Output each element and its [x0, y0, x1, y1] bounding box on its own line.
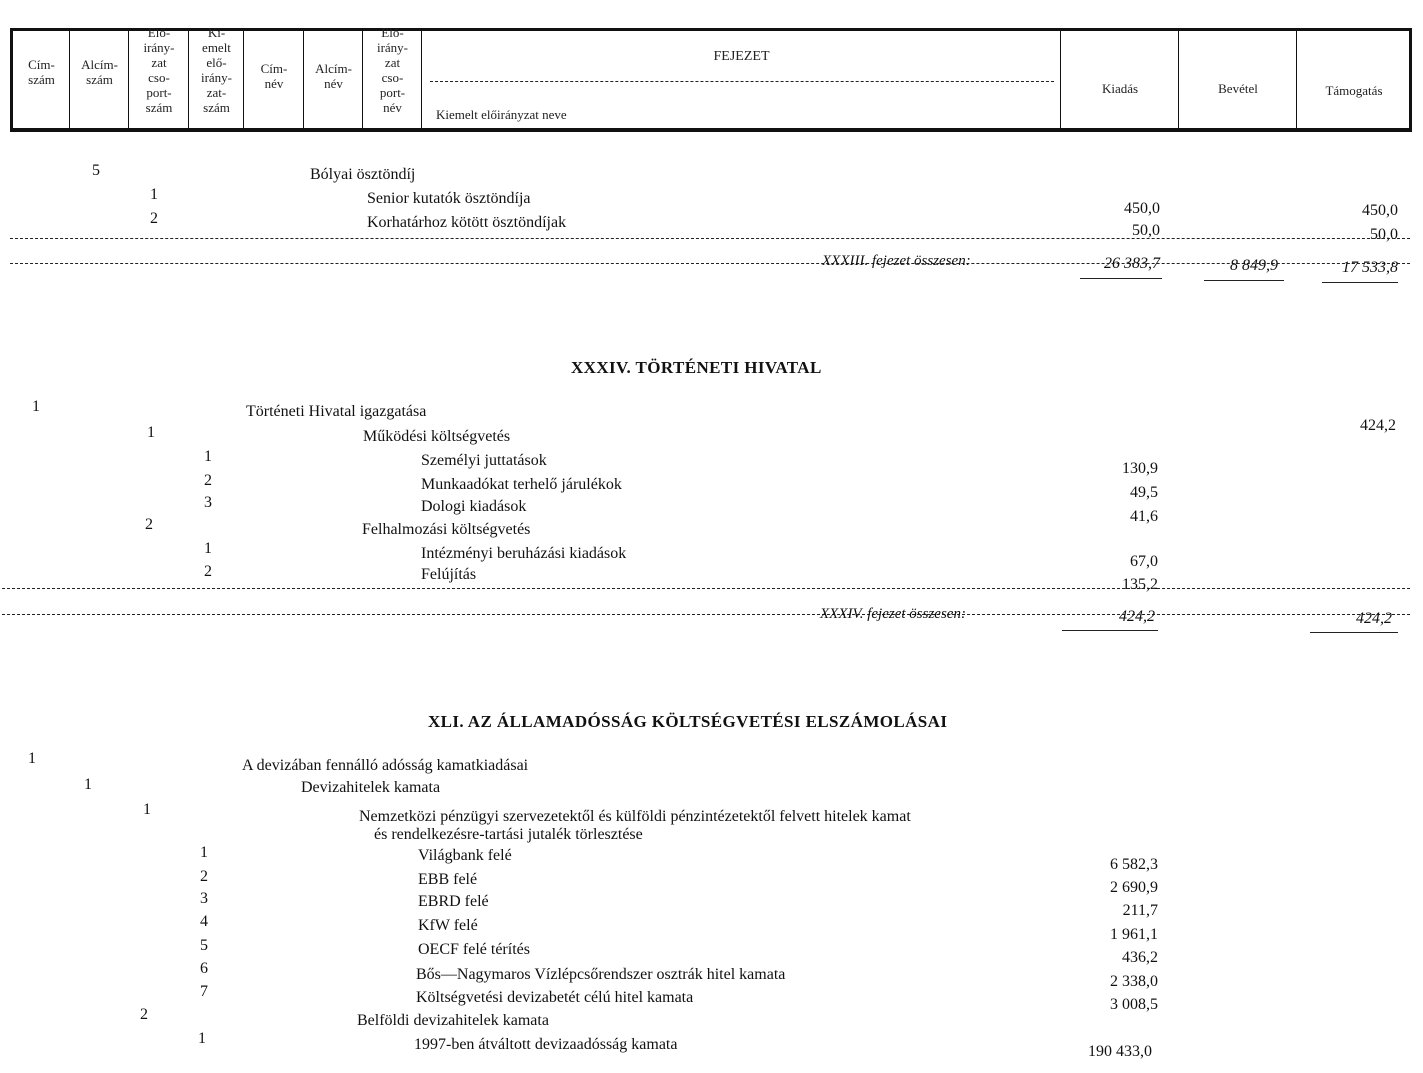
fejezet-label: FEJEZET: [713, 49, 770, 64]
row-label: A devizában fennálló adósság kamatkiadásai: [242, 757, 529, 774]
section-divider: [10, 238, 1410, 239]
col-kiemeltszam-label: Ki- emelt elő- irány- zat- szám: [200, 25, 233, 115]
row-number: 2: [204, 472, 212, 489]
total-kiadas: 424,2: [1119, 608, 1155, 625]
col-csoportnev-label: Elő- irány- zat cso- port- név: [376, 25, 409, 115]
total-label: XXXIV. fejezet összesen:: [820, 606, 966, 622]
total-kiadas: 26 383,7: [1104, 255, 1160, 272]
row-kiadas: 49,5: [1130, 484, 1158, 501]
total-underline: [1204, 280, 1284, 281]
col-alcimnev-label: Alcím- név: [315, 61, 352, 91]
row-kiadas: 41,6: [1130, 508, 1158, 525]
row-label: EBB felé: [418, 871, 478, 888]
row-label: Felújítás: [421, 566, 477, 583]
col-cimnev-label: Cím- név: [260, 61, 288, 91]
total-tamogatas: 424,2: [1356, 610, 1392, 627]
row-kiadas: 6 582,3: [1110, 856, 1158, 873]
row-label-continued: és rendelkezésre-tartási jutalék törlesztése: [374, 826, 643, 843]
row-number: 1: [150, 186, 158, 203]
col-tamogatas: [1297, 31, 1411, 128]
row-kiadas: 2 690,9: [1110, 879, 1158, 896]
row-number: 2: [140, 1006, 148, 1023]
row-number: 3: [204, 494, 212, 511]
row-number: 4: [200, 913, 208, 930]
row-kiadas: 67,0: [1130, 553, 1158, 570]
row-kiadas: 130,9: [1122, 460, 1158, 477]
col-csoportszam-label: Elő- irány- zat cso- port- szám: [143, 25, 175, 115]
row-label: Korhatárhoz kötött ösztöndíjak: [367, 214, 567, 231]
row-label: Devizahitelek kamata: [301, 779, 441, 796]
row-number: 2: [204, 563, 212, 580]
col-kiadas-label: Kiadás: [1101, 81, 1139, 96]
row-number: 1: [84, 776, 92, 793]
row-kiadas: 135,2: [1122, 576, 1158, 593]
col-alcimnev: [304, 31, 363, 128]
row-kiadas: 436,2: [1122, 949, 1158, 966]
total-underline: [1062, 630, 1158, 631]
row-label: Intézményi beruházási kiadások: [421, 545, 627, 562]
row-number: 3: [200, 890, 208, 907]
row-number: 2: [150, 210, 158, 227]
col-alcimszam: [70, 31, 129, 128]
col-cimszam-label: Cím- szám: [28, 57, 55, 87]
total-underline: [1080, 278, 1162, 279]
total-underline: [1310, 632, 1398, 633]
row-label: Bólyai ösztöndíj: [310, 166, 416, 183]
row-kiadas: 3 008,5: [1110, 996, 1158, 1013]
col-csoportnev: [363, 25, 422, 128]
row-tamogatas: 50,0: [1370, 226, 1398, 243]
kiemelt-nev-label: Kiemelt előirányzat neve: [436, 107, 567, 122]
total-underline: [1322, 282, 1398, 283]
col-kiadas: [1061, 31, 1179, 128]
row-number: 1: [28, 750, 36, 767]
row-number: 1: [143, 801, 151, 818]
row-label: 1997-ben átváltott devizaadósság kamata: [414, 1036, 678, 1053]
row-label: Működési költségvetés: [363, 428, 511, 445]
section-divider: [10, 263, 1410, 264]
row-label: Dologi kiadások: [421, 498, 527, 515]
fejezet-divider: [430, 81, 1054, 82]
row-number: 5: [92, 162, 100, 179]
col-fejezet: [422, 31, 1061, 128]
col-cimnev: [244, 31, 304, 128]
row-label: Költségvetési devizabetét célú hitel kamata: [416, 989, 694, 1006]
col-csoportszam: [129, 25, 189, 128]
row-label: Bős—Nagymaros Vízlépcsőrendszer osztrák hitel kamata: [416, 966, 786, 983]
row-number: 1: [204, 540, 212, 557]
row-number: 2: [200, 868, 208, 885]
row-kiadas: 2 338,0: [1110, 973, 1158, 990]
row-label: Senior kutatók ösztöndíja: [367, 190, 531, 207]
row-number: 1: [32, 398, 40, 415]
row-label: Felhalmozási költségvetés: [362, 521, 531, 538]
row-number: 1: [204, 448, 212, 465]
section-divider: [2, 614, 1410, 615]
column-header-table: [10, 25, 1412, 132]
row-number: 1: [147, 424, 155, 441]
row-number: 1: [198, 1030, 206, 1047]
row-label: OECF felé térítés: [418, 941, 530, 958]
row-label: Személyi juttatások: [421, 452, 547, 469]
section-title: XXXIV. TÖRTÉNETI HIVATAL: [571, 358, 822, 377]
row-kiadas: 190 433,0: [1088, 1043, 1152, 1060]
row-label: Munkaadókat terhelő járulékok: [421, 476, 622, 493]
row-kiadas: 211,7: [1122, 902, 1158, 919]
row-label: EBRD felé: [418, 893, 489, 910]
section-divider: [2, 588, 1410, 589]
row-tamogatas: 424,2: [1360, 417, 1396, 434]
col-kiemeltszam: [189, 25, 244, 128]
section-title: XLI. AZ ÁLLAMADÓSSÁG KÖLTSÉGVETÉSI ELSZÁMOLÁSAI: [428, 712, 948, 731]
total-tamogatas: 17 533,8: [1342, 259, 1398, 276]
row-label: Világbank felé: [418, 847, 512, 864]
row-kiadas: 450,0: [1124, 200, 1160, 217]
col-cimszam: [13, 31, 70, 128]
col-tamogatas-label: Támogatás: [1325, 83, 1383, 98]
col-alcimszam-label: Alcím- szám: [81, 57, 118, 87]
row-kiadas: 1 961,1: [1110, 926, 1158, 943]
row-label: Belföldi devizahitelek kamata: [357, 1012, 549, 1029]
row-number: 6: [200, 960, 208, 977]
row-number: 2: [145, 516, 153, 533]
row-number: 7: [200, 983, 208, 1000]
row-label: Nemzetközi pénzügyi szervezetektől és külföldi pénzintézetektől felvett hitelek kamat: [359, 808, 911, 825]
col-bevetel-label: Bevétel: [1218, 81, 1258, 96]
total-label: XXXIII. fejezet összesen:: [822, 253, 971, 269]
total-bevetel: 8 849,9: [1230, 257, 1278, 274]
row-tamogatas: 450,0: [1362, 202, 1398, 219]
row-label: KfW felé: [418, 917, 478, 934]
col-bevetel: [1179, 31, 1297, 128]
row-number: 5: [200, 937, 208, 954]
row-number: 1: [200, 844, 208, 861]
row-label: Történeti Hivatal igazgatása: [246, 403, 427, 420]
row-kiadas: 50,0: [1132, 222, 1160, 239]
